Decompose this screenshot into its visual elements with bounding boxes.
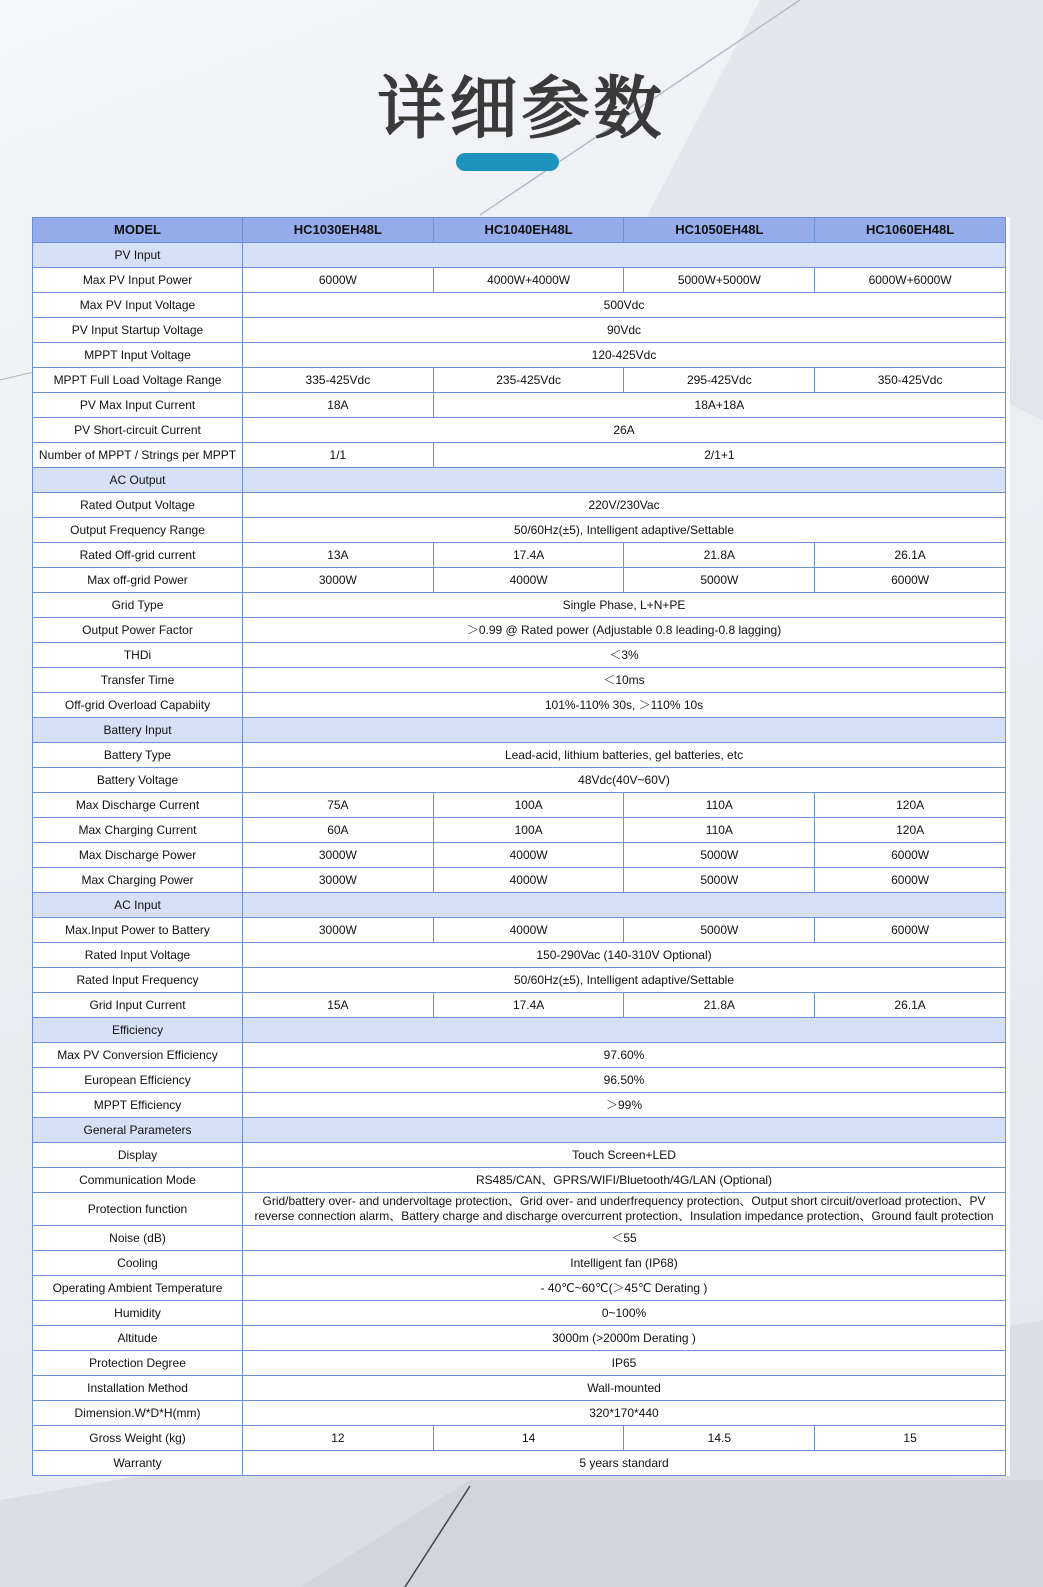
row-label: Noise (dB) <box>33 1226 243 1251</box>
row-value-span: 5 years standard <box>243 1451 1006 1476</box>
row-label: Rated Off-grid current <box>33 543 243 568</box>
row-label: Operating Ambient Temperature <box>33 1276 243 1301</box>
table-row <box>33 1226 1006 1251</box>
header-cell-model-3: HC1050EH48L <box>624 218 815 243</box>
row-label: PV Max Input Current <box>33 393 243 418</box>
table-row <box>33 643 1006 668</box>
section-label: Efficiency <box>33 1018 243 1043</box>
row-label: European Efficiency <box>33 1068 243 1093</box>
row-value: 21.8A <box>624 543 815 568</box>
row-label: Max off-grid Power <box>33 568 243 593</box>
row-value: 26.1A <box>815 993 1006 1018</box>
table-row <box>33 343 1006 368</box>
table-row <box>33 543 1006 568</box>
row-value-span: 26A <box>243 418 1006 443</box>
row-value: 6000W <box>815 918 1006 943</box>
row-value: 120A <box>815 793 1006 818</box>
row-value-span: 120-425Vdc <box>243 343 1006 368</box>
row-label: Communication Mode <box>33 1168 243 1193</box>
row-value-span: 48Vdc(40V~60V) <box>243 768 1006 793</box>
row-label: Max PV Conversion Efficiency <box>33 1043 243 1068</box>
table-row <box>33 493 1006 518</box>
row-value: 235-425Vdc <box>433 368 624 393</box>
row-value-span: ＜3% <box>243 643 1006 668</box>
row-value: 3000W <box>243 843 434 868</box>
row-value-span: ＜10ms <box>243 668 1006 693</box>
row-label: Rated Input Voltage <box>33 943 243 968</box>
row-value-span: RS485/CAN、GPRS/WIFI/Bluetooth/4G/LAN (Optional) <box>243 1168 1006 1193</box>
row-value-span: 3000m (>2000m Derating ) <box>243 1326 1006 1351</box>
row-value: 1/1 <box>243 443 434 468</box>
row-label: Max Charging Current <box>33 818 243 843</box>
row-label: Number of MPPT / Strings per MPPT <box>33 443 243 468</box>
table-row <box>33 418 1006 443</box>
row-value-span: 220V/230Vac <box>243 493 1006 518</box>
row-value: 17.4A <box>433 543 624 568</box>
table-row <box>33 1143 1006 1168</box>
row-label: Max Discharge Power <box>33 843 243 868</box>
row-value: 110A <box>624 793 815 818</box>
section-filler <box>243 468 1006 493</box>
row-label: Max PV Input Power <box>33 268 243 293</box>
table-row <box>33 1043 1006 1068</box>
row-value-span: Grid/battery over- and undervoltage protection、Grid over- and underfrequency protection、Output short circuit/overload protection、PV reverse connection alarm、Battery charge and discharge overcurrent protection、Insulation impedance protection、Ground fault protection <box>243 1193 1006 1226</box>
table-row <box>33 1451 1006 1476</box>
row-value: 4000W <box>433 568 624 593</box>
row-value: 18A <box>243 393 434 418</box>
row-value: 120A <box>815 818 1006 843</box>
row-label: Max PV Input Voltage <box>33 293 243 318</box>
section-filler <box>243 243 1006 268</box>
row-label: PV Short-circuit Current <box>33 418 243 443</box>
row-label: THDi <box>33 643 243 668</box>
row-value: 3000W <box>243 868 434 893</box>
row-value: 6000W <box>815 868 1006 893</box>
row-value-span: 101%-110% 30s, ＞110% 10s <box>243 693 1006 718</box>
section-filler <box>243 1118 1006 1143</box>
section-label: Battery Input <box>33 718 243 743</box>
header-cell-model: MODEL <box>33 218 243 243</box>
table-row <box>33 268 1006 293</box>
row-value: 6000W <box>243 268 434 293</box>
row-value-span: 18A+18A <box>433 393 1005 418</box>
row-value-span: 500Vdc <box>243 293 1006 318</box>
table-row <box>33 393 1006 418</box>
row-value: 4000W <box>433 868 624 893</box>
row-label: Battery Type <box>33 743 243 768</box>
table-row <box>33 668 1006 693</box>
row-value: 14 <box>433 1426 624 1451</box>
table-row <box>33 993 1006 1018</box>
table-row <box>33 318 1006 343</box>
row-label: Grid Type <box>33 593 243 618</box>
table-row <box>33 1193 1006 1226</box>
section-filler <box>243 1018 1006 1043</box>
row-value-span: 150-290Vac (140-310V Optional) <box>243 943 1006 968</box>
row-value-span: Touch Screen+LED <box>243 1143 1006 1168</box>
row-label: MPPT Efficiency <box>33 1093 243 1118</box>
table-row <box>33 593 1006 618</box>
row-value-span: 96.50% <box>243 1068 1006 1093</box>
row-value: 12 <box>243 1426 434 1451</box>
row-label: Rated Input Frequency <box>33 968 243 993</box>
row-label: Altitude <box>33 1326 243 1351</box>
row-value-span: 50/60Hz(±5), Intelligent adaptive/Settable <box>243 518 1006 543</box>
row-value-span: ＞0.99 @ Rated power (Adjustable 0.8 leading-0.8 lagging) <box>243 618 1006 643</box>
row-value: 4000W+4000W <box>433 268 624 293</box>
table-row <box>33 1301 1006 1326</box>
table-row <box>33 293 1006 318</box>
section-label: AC Output <box>33 468 243 493</box>
row-value: 15A <box>243 993 434 1018</box>
header-row <box>33 218 1006 243</box>
row-label: Humidity <box>33 1301 243 1326</box>
table-row <box>33 693 1006 718</box>
row-value: 4000W <box>433 918 624 943</box>
row-label: Cooling <box>33 1251 243 1276</box>
row-value-span: 97.60% <box>243 1043 1006 1068</box>
row-label: Transfer Time <box>33 668 243 693</box>
row-label: Warranty <box>33 1451 243 1476</box>
section-filler <box>243 718 1006 743</box>
table-row <box>33 768 1006 793</box>
row-value: 5000W+5000W <box>624 268 815 293</box>
row-value: 5000W <box>624 868 815 893</box>
table-row <box>33 443 1006 468</box>
table-row <box>33 943 1006 968</box>
row-value: 3000W <box>243 918 434 943</box>
row-label: Installation Method <box>33 1376 243 1401</box>
row-value-span: ＞99% <box>243 1093 1006 1118</box>
table-row <box>33 968 1006 993</box>
row-value: 15 <box>815 1426 1006 1451</box>
row-label: Grid Input Current <box>33 993 243 1018</box>
table-row <box>33 868 1006 893</box>
row-value: 100A <box>433 818 624 843</box>
row-label: Output Power Factor <box>33 618 243 643</box>
table-row <box>33 368 1006 393</box>
row-label: Protection function <box>33 1193 243 1226</box>
row-value: 26.1A <box>815 543 1006 568</box>
section-row <box>33 718 1006 743</box>
row-value-span: Lead-acid, lithium batteries, gel batteries, etc <box>243 743 1006 768</box>
row-value: 4000W <box>433 843 624 868</box>
row-value: 17.4A <box>433 993 624 1018</box>
table-row <box>33 1276 1006 1301</box>
table-row <box>33 1093 1006 1118</box>
table-row <box>33 818 1006 843</box>
row-value: 110A <box>624 818 815 843</box>
table-row <box>33 1426 1006 1451</box>
row-value-span: 2/1+1 <box>433 443 1005 468</box>
section-label: PV Input <box>33 243 243 268</box>
section-label: General Parameters <box>33 1118 243 1143</box>
section-filler <box>243 893 1006 918</box>
row-value-span: - 40℃~60℃(＞45℃ Derating ) <box>243 1276 1006 1301</box>
spec-table-container <box>32 217 1010 1476</box>
row-value: 6000W <box>815 568 1006 593</box>
spec-table <box>32 217 1006 1476</box>
section-row <box>33 468 1006 493</box>
row-value-span: IP65 <box>243 1351 1006 1376</box>
row-label: Rated Output Voltage <box>33 493 243 518</box>
section-row <box>33 1018 1006 1043</box>
table-row <box>33 518 1006 543</box>
header-cell-model-2: HC1040EH48L <box>433 218 624 243</box>
row-value: 295-425Vdc <box>624 368 815 393</box>
table-row <box>33 568 1006 593</box>
row-value: 13A <box>243 543 434 568</box>
table-row <box>33 618 1006 643</box>
table-row <box>33 743 1006 768</box>
row-value-span: 50/60Hz(±5), Intelligent adaptive/Settable <box>243 968 1006 993</box>
row-label: MPPT Input Voltage <box>33 343 243 368</box>
section-row <box>33 1118 1006 1143</box>
row-value-span: 0~100% <box>243 1301 1006 1326</box>
table-row <box>33 1401 1006 1426</box>
table-row <box>33 1068 1006 1093</box>
row-value: 5000W <box>624 918 815 943</box>
table-row <box>33 918 1006 943</box>
title-accent-bar <box>456 153 559 171</box>
row-value: 60A <box>243 818 434 843</box>
header-cell-model-1: HC1030EH48L <box>243 218 434 243</box>
table-row <box>33 1168 1006 1193</box>
row-label: Off-grid Overload Capabiity <box>33 693 243 718</box>
table-row <box>33 1326 1006 1351</box>
row-value-span: Single Phase, L+N+PE <box>243 593 1006 618</box>
row-label: Protection Degree <box>33 1351 243 1376</box>
row-label: Display <box>33 1143 243 1168</box>
section-label: AC Input <box>33 893 243 918</box>
table-row <box>33 843 1006 868</box>
section-row <box>33 893 1006 918</box>
header-cell-model-4: HC1060EH48L <box>815 218 1006 243</box>
row-label: Battery Voltage <box>33 768 243 793</box>
row-value: 6000W <box>815 843 1006 868</box>
row-label: Max Discharge Current <box>33 793 243 818</box>
row-value: 3000W <box>243 568 434 593</box>
row-value-span: Intelligent fan (IP68) <box>243 1251 1006 1276</box>
table-row <box>33 1351 1006 1376</box>
row-value-span: 320*170*440 <box>243 1401 1006 1426</box>
row-label: Gross Weight (kg) <box>33 1426 243 1451</box>
table-row <box>33 793 1006 818</box>
row-value-span: ＜55 <box>243 1226 1006 1251</box>
row-value: 5000W <box>624 843 815 868</box>
row-value: 5000W <box>624 568 815 593</box>
row-value: 6000W+6000W <box>815 268 1006 293</box>
table-row <box>33 1251 1006 1276</box>
section-row <box>33 243 1006 268</box>
row-value-span: Wall-mounted <box>243 1376 1006 1401</box>
row-label: Dimension.W*D*H(mm) <box>33 1401 243 1426</box>
row-value-span: 90Vdc <box>243 318 1006 343</box>
row-value: 350-425Vdc <box>815 368 1006 393</box>
page-title: 详细参数 <box>377 70 666 149</box>
row-value: 14.5 <box>624 1426 815 1451</box>
row-label: Max.Input Power to Battery <box>33 918 243 943</box>
row-value: 335-425Vdc <box>243 368 434 393</box>
row-label: Output Frequency Range <box>33 518 243 543</box>
row-value: 21.8A <box>624 993 815 1018</box>
spec-table-body <box>33 243 1006 1476</box>
row-label: Max Charging Power <box>33 868 243 893</box>
row-label: MPPT Full Load Voltage Range <box>33 368 243 393</box>
row-value: 100A <box>433 793 624 818</box>
row-label: PV Input Startup Voltage <box>33 318 243 343</box>
row-value: 75A <box>243 793 434 818</box>
table-row <box>33 1376 1006 1401</box>
